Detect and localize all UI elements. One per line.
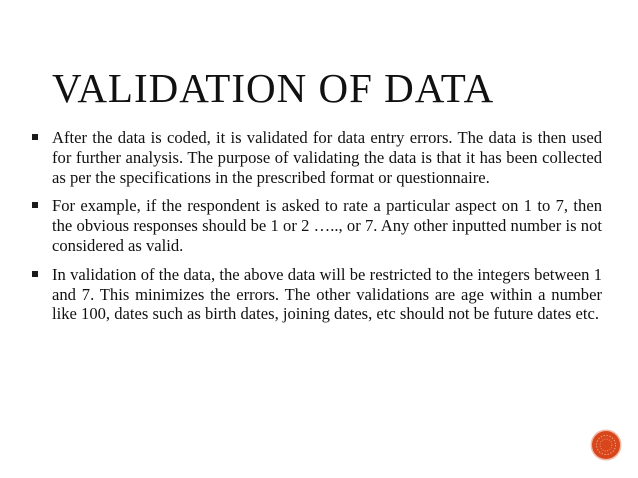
bullet-item	[32, 196, 602, 255]
square-bullet-icon	[32, 271, 38, 277]
square-bullet-icon	[32, 134, 38, 140]
bullet-item	[32, 128, 602, 187]
square-bullet-icon	[32, 202, 38, 208]
orange-circle-nav-icon	[592, 431, 620, 459]
bullet-text: In validation of the data, the above data will be restricted to the integers between 1 and 7. This minimizes the errors. The other validations are age within a number like 100, dates such as birth dates, joining dates, etc should not be future dates etc.	[52, 264, 602, 324]
bullet-text: For example, if the respondent is asked to rate a particular aspect on 1 to 7, then the obvious responses should be 1 or 2 ….., or 7. Any other inputted number is not considered as valid.	[52, 196, 602, 255]
bullet-list	[32, 128, 602, 333]
bullet-item	[32, 265, 602, 324]
nav-circle-button[interactable]	[592, 431, 620, 459]
slide-title: VALIDATION OF DATA	[52, 65, 495, 111]
bullet-text: After the data is coded, it is validated for data entry errors. The data is then used for further analysis. The purpose of validating the data is that it has been collected as per the specifications in the prescribed format or questionnaire.	[52, 128, 602, 187]
